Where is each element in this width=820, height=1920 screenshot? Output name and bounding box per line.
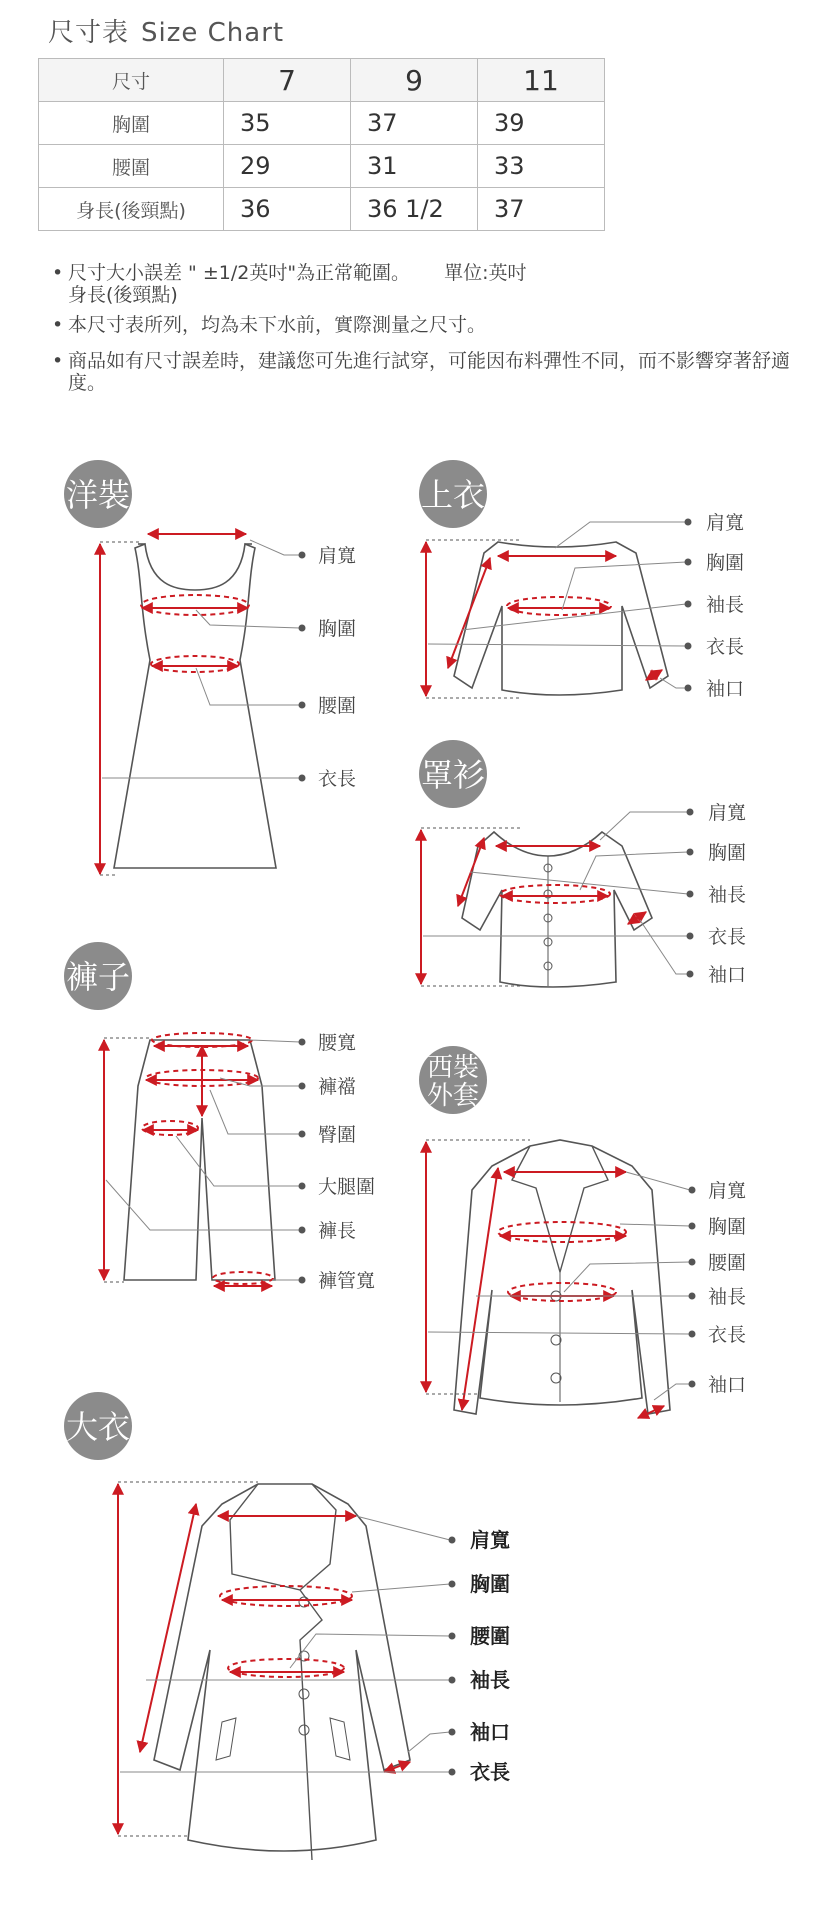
blouse-label-sleeve: 袖長 <box>708 884 747 906</box>
top-badge-label: 上衣 <box>420 476 486 514</box>
dress-label-shoulder: 肩寬 <box>318 545 357 567</box>
row-label-length: 身長(後頸點) <box>39 188 224 231</box>
table-cell: 31 <box>351 145 478 188</box>
table-cell: 39 <box>478 102 605 145</box>
row-label-chest: 胸圍 <box>39 102 224 145</box>
coat-label-length: 衣長 <box>470 1760 510 1784</box>
table-cell: 37 <box>478 188 605 231</box>
pants-label-waist: 腰寬 <box>318 1032 357 1054</box>
coat-badge-label: 大衣 <box>65 1408 131 1446</box>
top-label-cuff: 袖口 <box>706 678 745 700</box>
pants-label-length: 褲長 <box>318 1220 357 1242</box>
size-col-9: 9 <box>351 59 478 102</box>
top-label-shoulder: 肩寬 <box>706 512 745 534</box>
blouse-diagram <box>419 740 746 987</box>
table-cell: 36 1/2 <box>351 188 478 231</box>
size-header-label: 尺寸 <box>39 59 224 102</box>
coat-label-cuff: 袖口 <box>470 1720 510 1744</box>
bullet-icon: • <box>52 350 64 372</box>
pants-label-hem: 褲管寬 <box>318 1270 376 1292</box>
suit-label-sleeve: 袖長 <box>708 1286 747 1308</box>
coat-label-waist: 腰圍 <box>470 1624 510 1648</box>
size-col-11: 11 <box>478 59 605 102</box>
dress-label-chest: 胸圍 <box>318 618 357 640</box>
table-cell: 36 <box>224 188 351 231</box>
blouse-label-chest: 胸圍 <box>708 842 747 864</box>
note-text: 本尺寸表所列，均為未下水前，實際測量之尺寸。 <box>68 314 487 336</box>
row-label-waist: 腰圍 <box>39 145 224 188</box>
dress-label-waist: 腰圍 <box>318 695 357 717</box>
pants-outline-icon <box>124 1040 275 1280</box>
pants-label-hip: 臀圍 <box>318 1124 357 1146</box>
size-col-7: 7 <box>224 59 351 102</box>
suit-label-length: 衣長 <box>708 1324 747 1346</box>
suit-outline-icon <box>454 1140 670 1414</box>
coat-label-shoulder: 肩寬 <box>470 1528 510 1552</box>
bullet-icon: • <box>52 262 64 284</box>
suit-label-chest: 胸圍 <box>708 1216 747 1238</box>
dress-badge-label: 洋裝 <box>65 476 131 514</box>
suit-badge-label-2: 外套 <box>426 1081 480 1111</box>
top-label-sleeve: 袖長 <box>706 594 745 616</box>
note-unit: 單位:英吋 <box>444 262 527 284</box>
blouse-label-shoulder: 肩寬 <box>708 802 747 824</box>
coat-label-chest: 胸圍 <box>470 1572 510 1596</box>
blouse-label-length: 衣長 <box>708 926 747 948</box>
table-cell: 37 <box>351 102 478 145</box>
suit-label-shoulder: 肩寬 <box>708 1180 747 1202</box>
coat-outline-icon <box>154 1484 410 1851</box>
top-label-length: 衣長 <box>706 636 745 658</box>
note-text: 商品如有尺寸誤差時，建議您可先進行試穿，可能因布料彈性不同，而不影響穿著舒適度。 <box>68 350 791 394</box>
note-text: 尺寸大小誤差 " ±1/2英吋"為正常範圍。 <box>68 262 411 284</box>
top-diagram <box>419 460 744 700</box>
pants-label-rise: 褲襠 <box>318 1076 357 1098</box>
title-zh: 尺寸表 <box>48 18 130 48</box>
blouse-badge-label: 罩衫 <box>420 756 486 794</box>
table-cell: 33 <box>478 145 605 188</box>
note-sub: 身長(後頸點) <box>68 284 178 306</box>
suit-label-waist: 腰圍 <box>708 1252 747 1274</box>
bullet-icon: • <box>52 314 64 336</box>
coat-diagram <box>64 1392 510 1860</box>
blouse-label-cuff: 袖口 <box>708 964 747 986</box>
pants-badge-label: 褲子 <box>65 958 131 996</box>
pants-diagram <box>64 942 375 1292</box>
dress-label-length: 衣長 <box>318 768 357 790</box>
suit-diagram <box>419 1046 746 1418</box>
coat-label-sleeve: 袖長 <box>470 1668 510 1692</box>
dress-outline-icon <box>114 544 276 868</box>
suit-label-cuff: 袖口 <box>708 1374 747 1396</box>
pants-label-thigh: 大腿圍 <box>318 1176 376 1198</box>
title-en: Size Chart <box>141 18 285 48</box>
dress-diagram <box>64 460 356 875</box>
table-cell: 35 <box>224 102 351 145</box>
top-label-chest: 胸圍 <box>706 552 745 574</box>
suit-badge-label-1: 西裝 <box>426 1053 480 1083</box>
table-cell: 29 <box>224 145 351 188</box>
